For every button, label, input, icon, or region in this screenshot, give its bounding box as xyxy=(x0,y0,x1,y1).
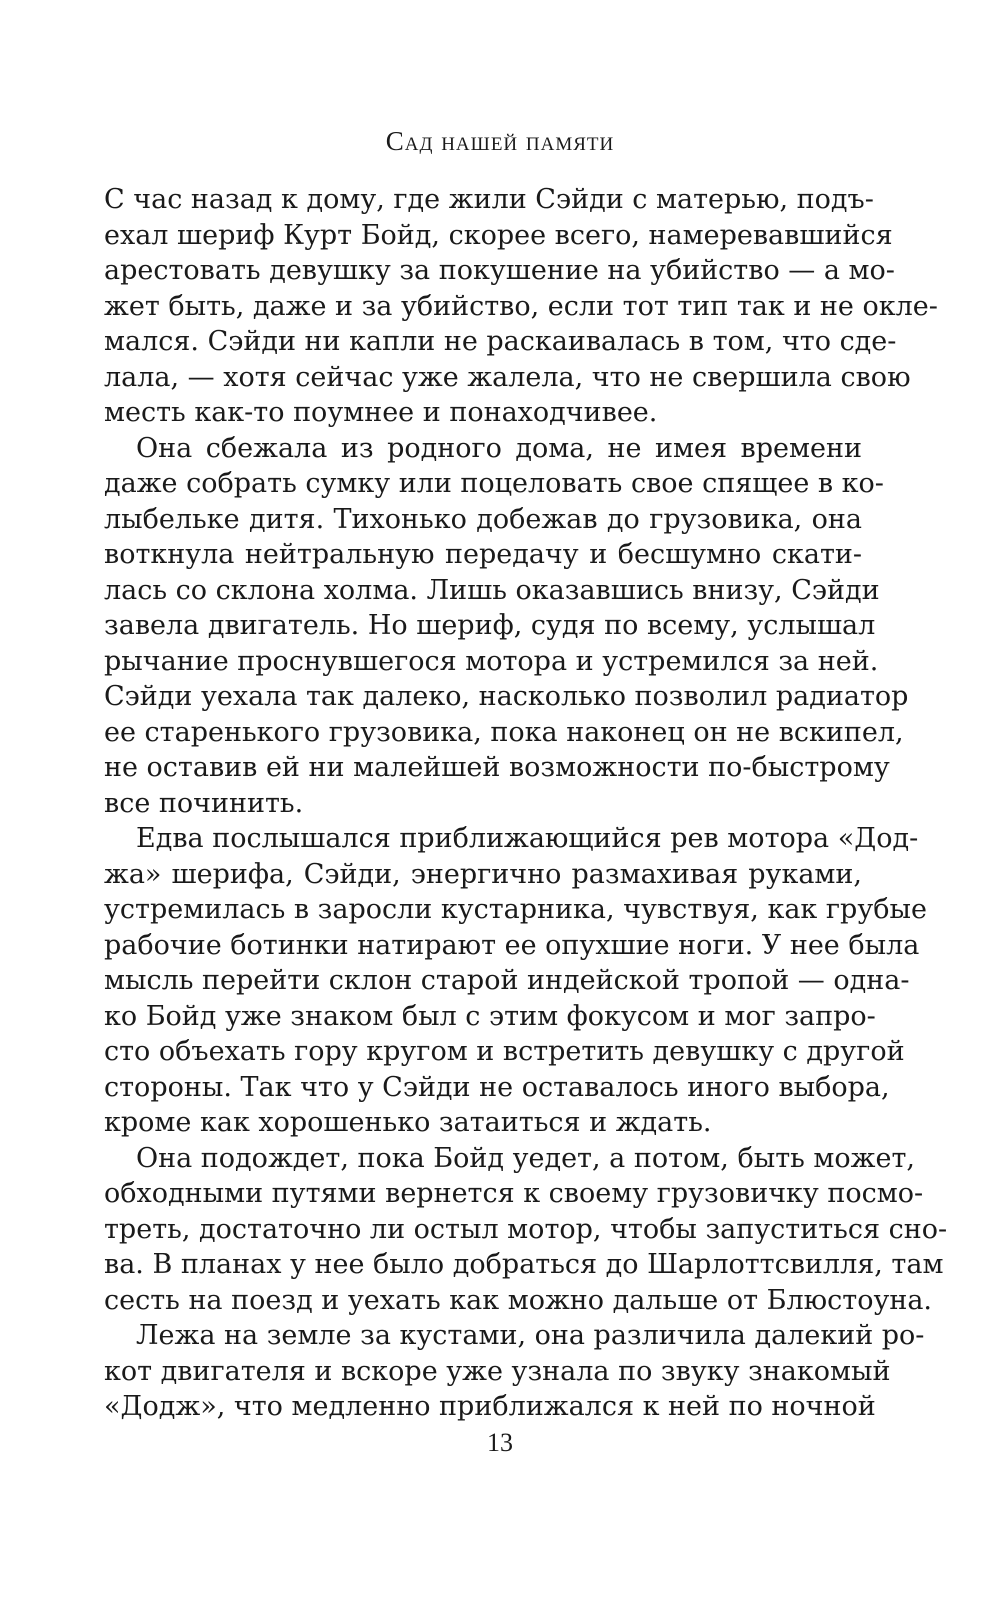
page-number: 13 xyxy=(487,1428,513,1457)
text-line: ехал шериф Курт Бойд, скорее всего, намеревавшийся xyxy=(104,219,893,251)
text-line: Едва послышался приближающийся рев мотора «Дод- xyxy=(136,823,919,854)
text-line: Лежа на земле за кустами, она различила далекий ро- xyxy=(136,1320,925,1351)
running-title: Сад нашей памяти xyxy=(385,126,615,156)
text-line: лала, — хотя сейчас уже жалела, что не свершила свою xyxy=(104,361,911,393)
text-line: не оставив ей ни малейшей возможности по-быстрому xyxy=(104,752,890,783)
text-line: даже собрать сумку или поцеловать свое спящее в ко- xyxy=(104,468,884,499)
text-line: мысль перейти склон старой индейской тропой — одна- xyxy=(104,965,910,996)
text-line: «Додж», что медленно приближался к ней по ночной xyxy=(104,1391,876,1422)
text-line: кроме как хорошенько затаиться и ждать. xyxy=(104,1107,712,1138)
text-line: сесть на поезд и уехать как можно дальше от Блюстоуна. xyxy=(104,1284,933,1316)
text-line: воткнула нейтральную передачу и бесшумно скати- xyxy=(104,539,862,570)
text-line: все починить. xyxy=(104,787,304,819)
text-line: арестовать девушку за покушение на убийство — а мо- xyxy=(104,255,895,286)
text-line: ее старенького грузовика, пока наконец он не вскипел, xyxy=(104,716,904,748)
text-line: С час назад к дому, где жили Сэйди с матерью, подъ- xyxy=(104,184,874,215)
text-line: жа» шерифа, Сэйди, энергично размахивая руками, xyxy=(104,858,862,890)
text-line: треть, достаточно ли остыл мотор, чтобы запуститься сно- xyxy=(104,1213,948,1245)
text-line: обходными путями вернется к своему грузовичку посмо- xyxy=(104,1178,924,1209)
text-line: месть как-то поумнее и понаходчивее. xyxy=(104,397,658,428)
text-line: мался. Сэйди ни капли не раскаивалась в том, что сде- xyxy=(104,326,897,357)
text-line: устремилась в заросли кустарника, чувствуя, как грубые xyxy=(104,894,927,925)
text-line: завела двигатель. Но шериф, судя по всему, услышал xyxy=(104,610,876,641)
text-line: ко Бойд уже знаком был с этим фокусом и мог запро- xyxy=(104,1000,876,1032)
text-line: Она подождет, пока Бойд уедет, а потом, быть может, xyxy=(136,1142,916,1174)
text-line: ва. В планах у нее было добраться до Шарлоттсвилля, там xyxy=(104,1249,944,1280)
text-line: рабочие ботинки натирают ее опухшие ноги. У нее была xyxy=(104,929,920,961)
text-line: лыбельке дитя. Тихонько добежав до грузовика, она xyxy=(104,503,862,535)
text-line: рычание проснувшегося мотора и устремился за ней. xyxy=(104,645,879,677)
text-line: кот двигателя и вскоре уже узнала по звуку знакомый xyxy=(104,1355,891,1387)
text-line: стороны. Так что у Сэйди не оставалось иного выбора, xyxy=(104,1071,890,1103)
text-line: Сэйди уехала так далеко, насколько позволил радиатор xyxy=(104,681,909,712)
text-line: лась со склона холма. Лишь оказавшись внизу, Сэйди xyxy=(104,574,880,606)
text-line: жет быть, даже и за убийство, если тот тип так и не окле- xyxy=(104,290,938,322)
text-line: Она сбежала из родного дома, не имея времени xyxy=(136,432,862,464)
text-line: сто объехать гору кругом и встретить девушку с другой xyxy=(104,1036,905,1067)
body-text xyxy=(104,182,948,1425)
